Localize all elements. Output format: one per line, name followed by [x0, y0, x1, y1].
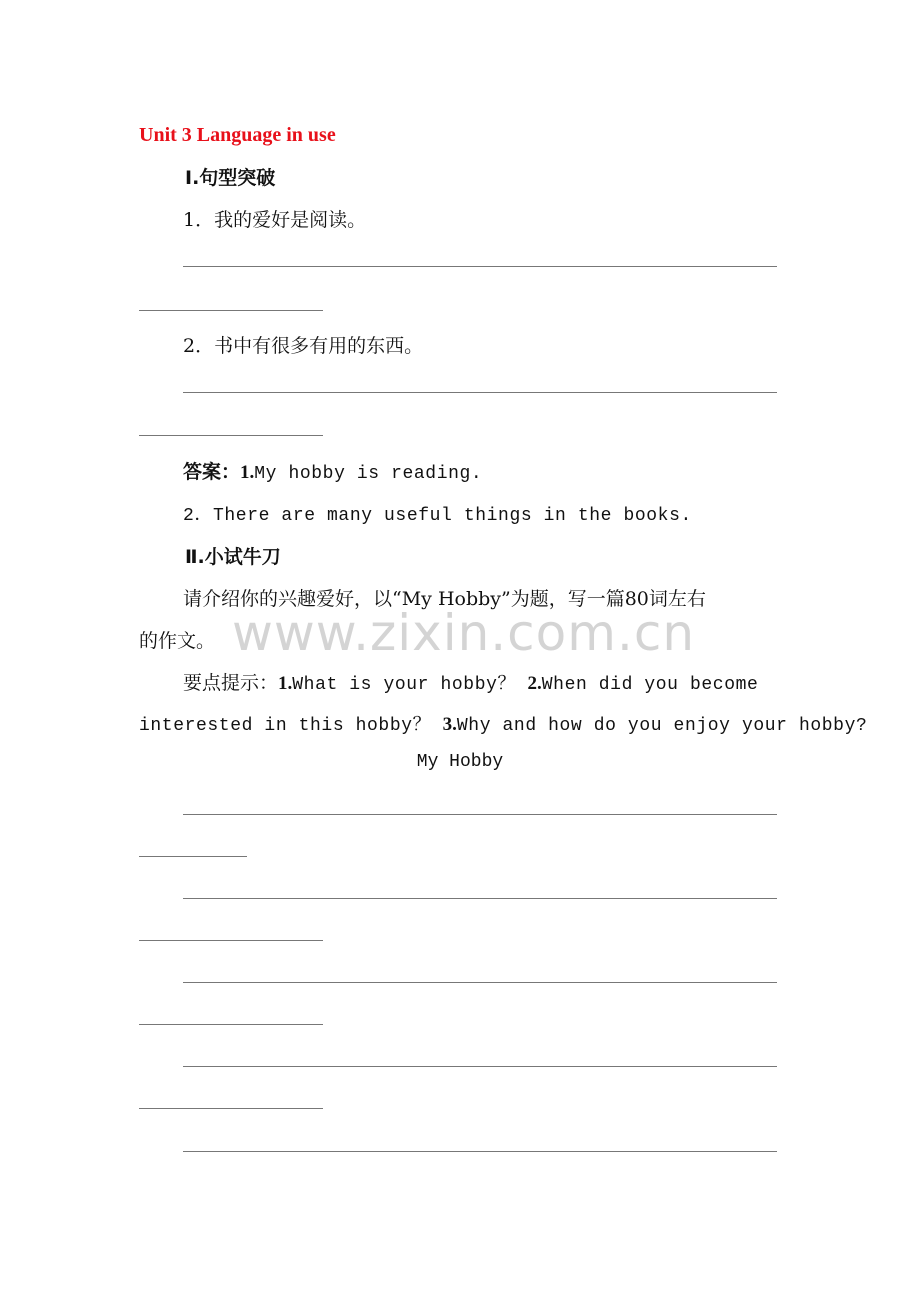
answer-line: [183, 266, 777, 267]
section-2-heading: Ⅱ.小试牛刀: [185, 546, 281, 568]
hint-1-text: What is your hobby？: [292, 675, 517, 695]
answer-line: [139, 310, 323, 311]
question-2: 2．书中有很多有用的东西。: [183, 335, 424, 357]
writing-line: [183, 1151, 777, 1152]
writing-line: [139, 940, 323, 941]
question-1: 1．我的爱好是阅读。: [183, 209, 367, 231]
hint-line-2: [139, 710, 867, 736]
answer-2: 2．There are many useful things in the books.: [183, 506, 692, 526]
answer-line: [183, 392, 777, 393]
writing-line: [183, 814, 777, 815]
answer-1-number: 1.: [240, 462, 255, 483]
answer-label: 答案：: [183, 461, 241, 483]
section-1-heading: Ⅰ.句型突破: [185, 167, 276, 189]
watermark: www.zixin.com.cn: [232, 604, 696, 662]
essay-title: My Hobby: [416, 752, 504, 772]
page-title: Unit 3 Language in use: [139, 124, 336, 146]
hint-2-text: When did you become: [541, 675, 759, 695]
hint-3-text: Why and how do you enjoy your hobby?: [456, 716, 868, 736]
writing-line: [183, 898, 777, 899]
writing-prompt-line-1: 请介绍你的兴趣爱好，以“My Hobby”为题，写一篇80词左右: [183, 588, 706, 610]
hint-line-1: [183, 668, 758, 695]
hint-1-number: 1.: [278, 673, 293, 694]
answer-line: [139, 435, 323, 436]
hint-2-number: 2.: [527, 673, 542, 694]
answer-1: [183, 457, 482, 484]
hint-2-continued: interested in this hobby？: [139, 716, 432, 736]
writing-line: [183, 982, 777, 983]
hint-3-number: 3.: [442, 714, 457, 735]
writing-line: [183, 1066, 777, 1067]
answer-1-text: My hobby is reading.: [254, 464, 483, 484]
writing-prompt-line-2: 的作文。: [139, 630, 216, 652]
writing-line: [139, 1108, 323, 1109]
writing-line: [139, 856, 247, 857]
writing-line: [139, 1024, 323, 1025]
hint-label: 要点提示：: [183, 672, 279, 694]
